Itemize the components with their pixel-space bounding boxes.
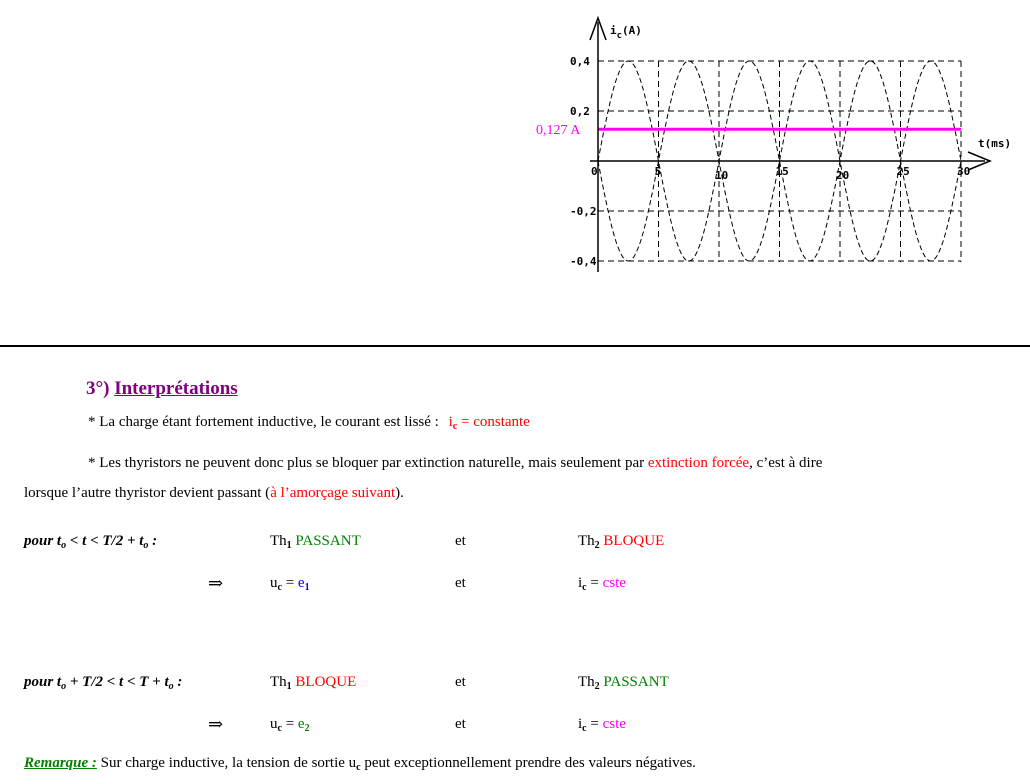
case2-et: et [455,674,466,690]
case2-et-2: et [455,716,466,732]
case1-ic: $i_c$ = cste [578,575,626,593]
para1-text: * La charge étant fortement inductive, le courant est lissé : [88,414,439,430]
case2-condition: pour $t_o + T/2 < t < T + t_o$ : [24,674,183,692]
x-tick-label: 30 [957,165,971,178]
case2-th1-state: $Th_1$ BLOQUE [270,674,357,692]
case1-th2-state: $Th_2$ BLOQUE [578,533,665,551]
section-number: 3°) [86,378,110,399]
x-tick-label: 20 [836,169,850,182]
case1-condition: pour $t_o < t < T/2 + t_o$ : [24,533,158,551]
x-tick-label: 15 [775,165,789,178]
section-heading [86,378,238,400]
ic-constant: $i_c$ = constante [448,414,530,432]
paragraph-1 [88,414,530,432]
paragraph-2-line2: lorsque l’autre thyristor devient passant (à l’amorçage suivant). [24,485,404,501]
case2-implies-arrow: ⇒ [208,714,224,735]
case1-et: et [455,533,466,549]
mean-current-label: 0,127 A [536,123,581,138]
current-chart [0,0,1030,300]
y-axis-label: $i_c(A)$ [610,24,642,41]
x-tick-label: 10 [715,169,729,182]
y-tick-label: 0,4 [570,55,590,68]
forced-extinction: extinction forcée [647,455,750,471]
x-tick-label: 0 [591,165,598,178]
section-title: Interprétations [114,378,238,399]
x-axis-label: t(ms) [978,137,1012,150]
case2-uc: $u_c = e_2$ [270,716,310,734]
case1-uc: $u_c = e_1$ [270,575,310,593]
next-firing: à l’amorçage suivant [270,485,396,501]
x-tick-label: 25 [896,165,910,178]
case1-implies-arrow: ⇒ [208,573,224,594]
section-divider [0,345,1030,347]
y-tick-label: 0,2 [570,105,590,118]
case1-th1-state: $Th_1$ PASSANT [270,533,361,551]
y-tick-label: -0,4 [570,255,597,268]
x-tick-label: 5 [654,165,662,178]
case1-et-2: et [455,575,466,591]
paragraph-2-line1: * Les thyristors ne peuvent donc plus se bloquer par extinction naturelle, mais seulement par extinction forcée, c’est à dire [88,455,823,471]
remark: Remarque : Sur charge inductive, la tension de sortie $u_c$ peut exceptionnellement prendre des valeurs négatives. [24,755,696,773]
y-tick-label: -0,2 [570,205,597,218]
remark-label: Remarque : [24,755,97,771]
case2-ic: $i_c$ = cste [578,716,626,734]
case2-th2-state: $Th_2$ PASSANT [578,674,669,692]
